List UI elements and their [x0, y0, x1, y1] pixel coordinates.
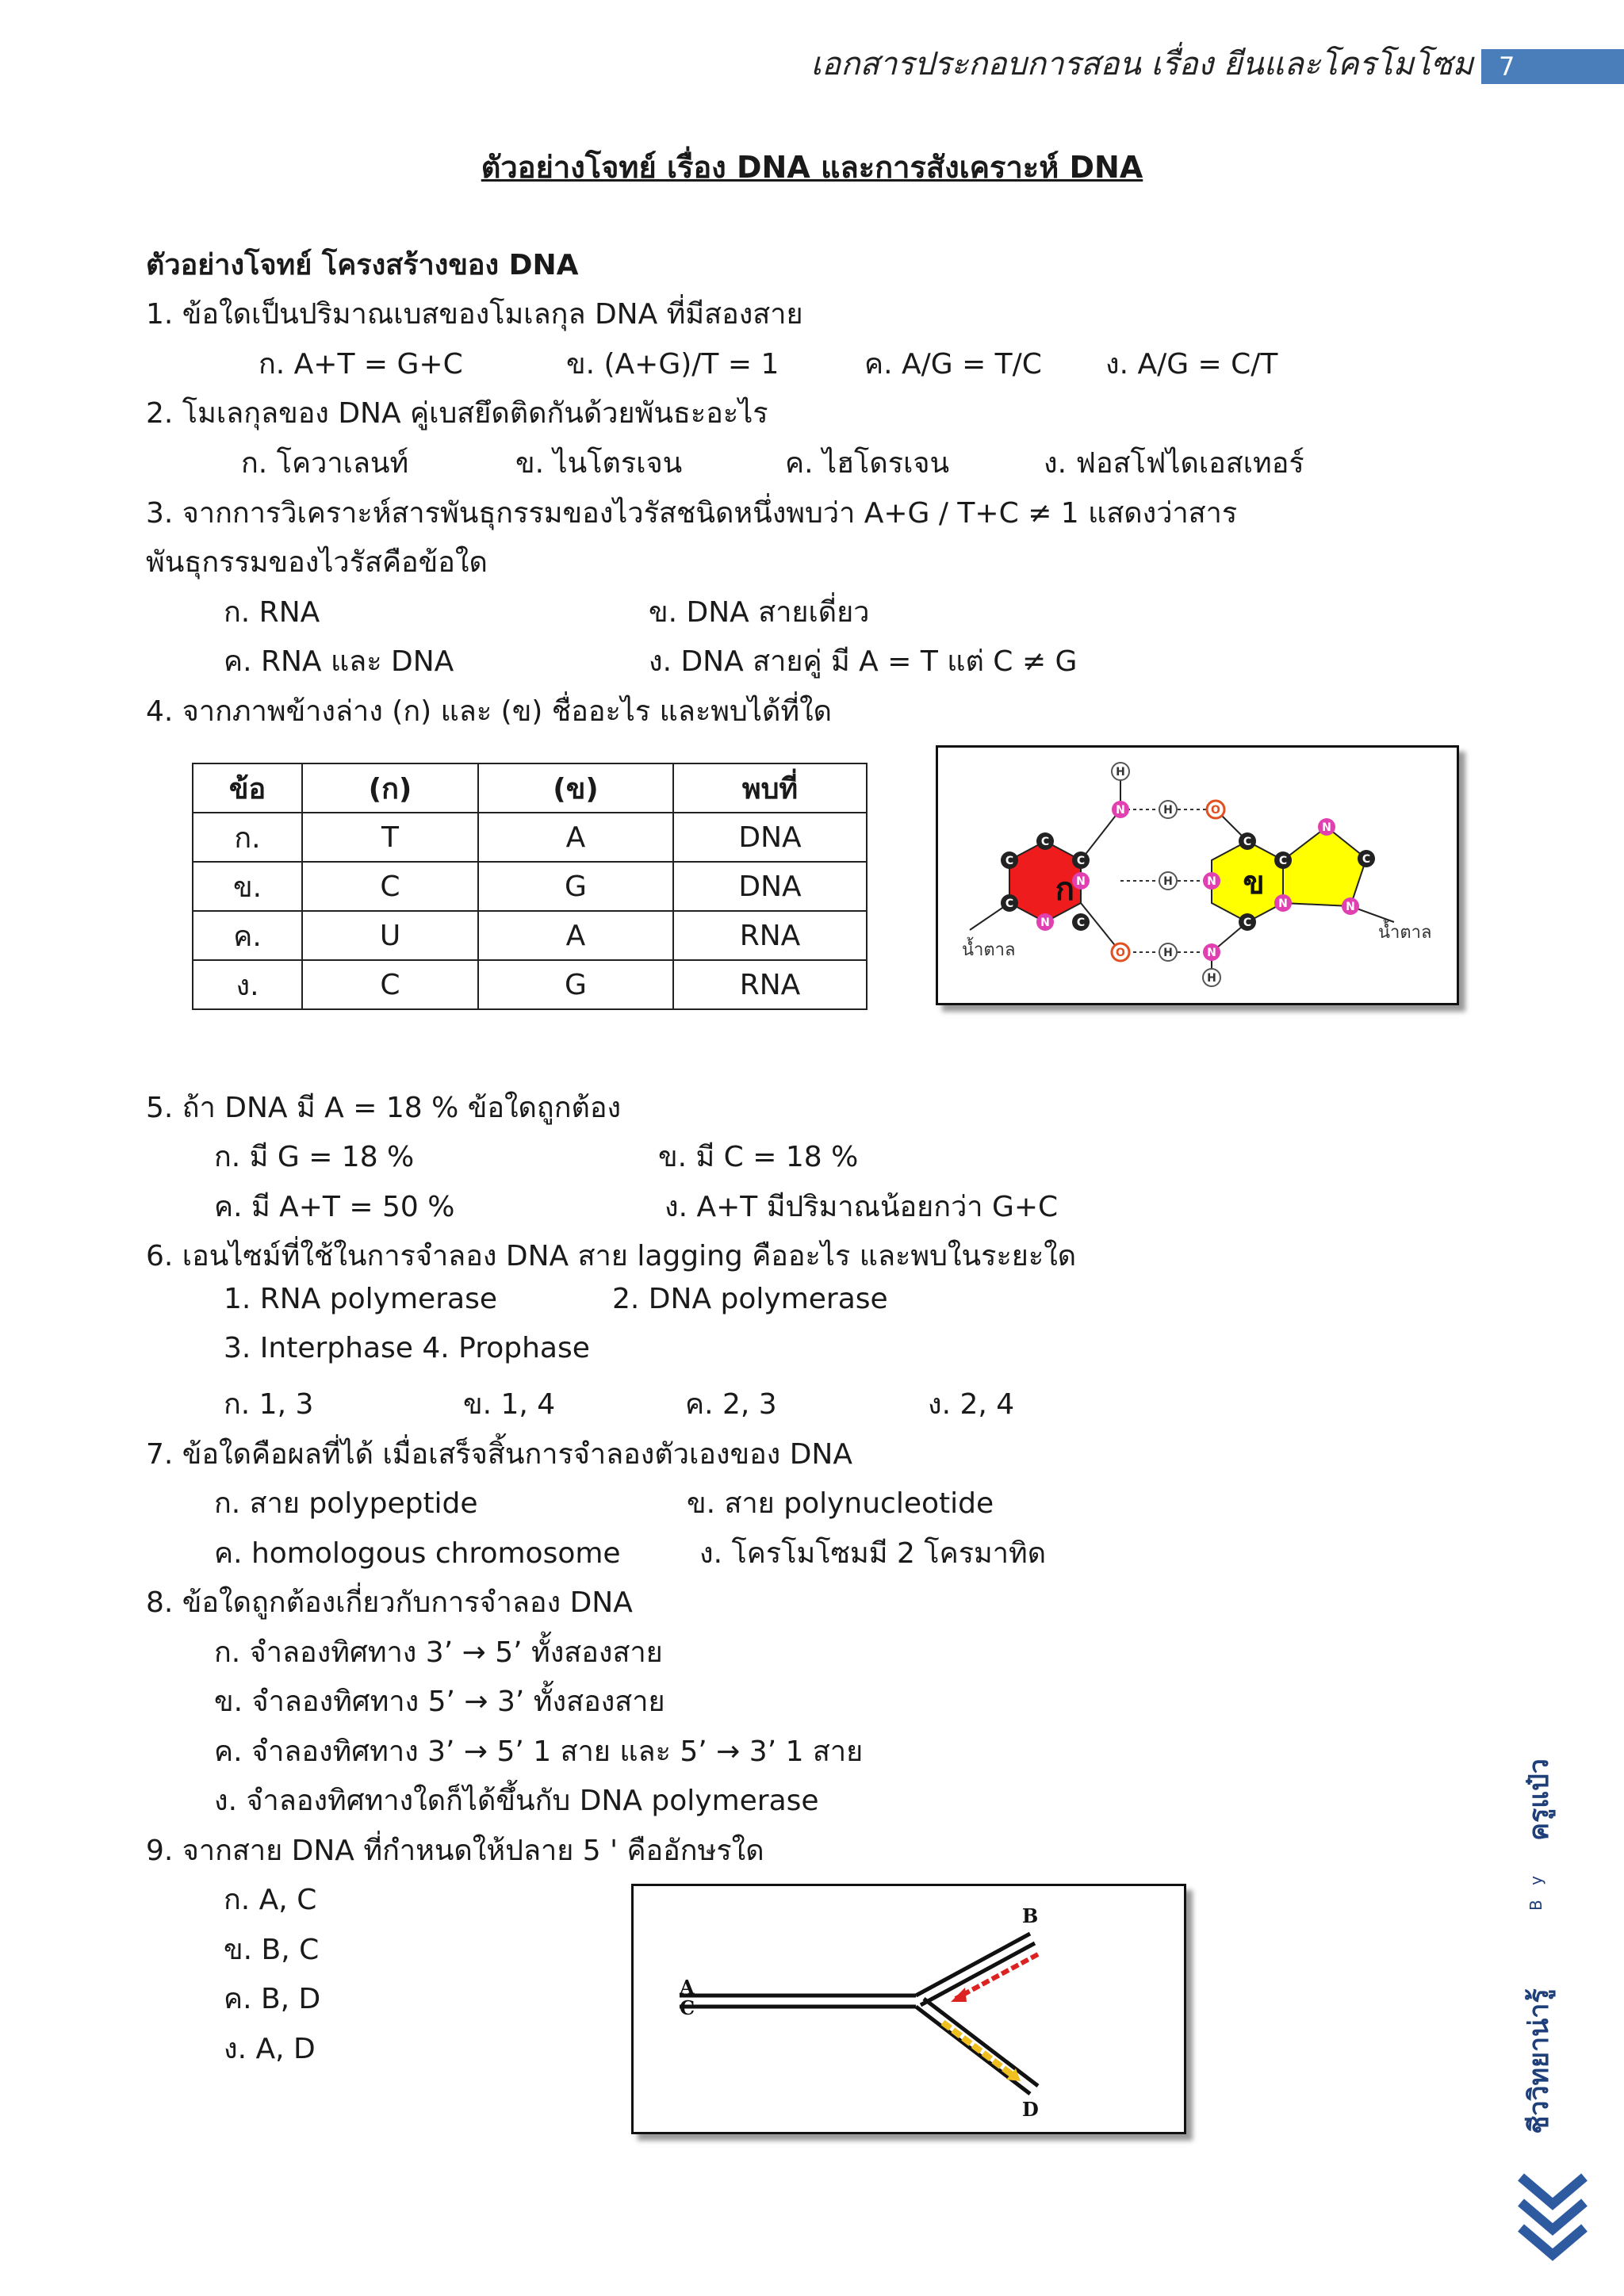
sidebar-branding — [1507, 1705, 1570, 2180]
sugar-label-right: น้ำตาล — [1378, 923, 1432, 943]
q9-choice-b: ข. B, C — [224, 1934, 320, 1966]
fork-label-a: A — [680, 1976, 695, 1999]
q8-choice-d: ง. จำลองทิศทางใดก็ได้ขึ้นกับ DNA polymerase — [214, 1785, 819, 1817]
table-header: (ก) — [302, 763, 478, 813]
table-cell: ง. — [193, 960, 302, 1009]
table-header-row — [193, 763, 867, 813]
q1-choice-d: ง. A/G = C/T — [1105, 348, 1278, 381]
q2-question: 2. โมเลกุลของ DNA คู่เบสยึดติดกันด้วยพันธะอะไร — [146, 397, 768, 430]
q1-choice-c: ค. A/G = T/C — [864, 348, 1042, 381]
q9-choice-c: ค. B, D — [224, 1983, 321, 2015]
replication-fork-diagram — [634, 1886, 1184, 2132]
table-row — [193, 960, 867, 1009]
fork-label-d: D — [1022, 2098, 1039, 2121]
fork-label-c: C — [680, 1996, 695, 2019]
table-cell: C — [302, 960, 478, 1009]
table-cell: RNA — [673, 960, 867, 1009]
q3-choice-d: ง. DNA สายคู่ มี A = T แต่ C ≠ G — [649, 645, 1078, 678]
table-cell: RNA — [673, 911, 867, 960]
table-cell: A — [478, 813, 673, 862]
leading-arrow — [956, 1954, 1038, 1999]
atom-n: N — [1116, 804, 1125, 817]
q5-choice-a: ก. มี G = 18 % — [214, 1141, 415, 1173]
q3-question-line2: พันธุกรรมของไวรัสคือข้อใด — [146, 546, 488, 579]
yellow-pentagon — [1283, 827, 1366, 906]
q2-choice-c: ค. ไฮโดรเจน — [785, 447, 950, 480]
q6-question: 6. เอนไซม์ที่ใช้ในการจำลอง DNA สาย lagging คืออะไร และพบในระยะใด — [146, 1240, 1077, 1272]
atom-h: H — [1163, 804, 1173, 817]
table-row — [193, 813, 867, 862]
q7-question: 7. ข้อใดคือผลที่ได้ เมื่อเสร็จสิ้นการจำลองตัวเองของ DNA — [146, 1438, 852, 1471]
q8-choice-b: ข. จำลองทิศทาง 5’ → 3’ ทั้งสองสาย — [214, 1686, 665, 1718]
table-row — [193, 911, 867, 960]
atom-h: H — [1163, 875, 1173, 888]
sugar-label-left: น้ำตาล — [962, 940, 1016, 960]
atom-o: O — [1116, 947, 1125, 959]
atom-c: C — [1243, 916, 1252, 929]
ring-label-right: ข — [1243, 865, 1265, 901]
q2-choice-d: ง. ฟอสโฟไดเอสเทอร์ — [1044, 447, 1304, 480]
ring-label-left: ก — [1055, 871, 1074, 908]
q6-choice-a: ก. 1, 3 — [224, 1388, 314, 1421]
page-number: 7 — [1481, 49, 1624, 84]
atom-h: H — [1207, 972, 1216, 985]
atom-n: N — [1346, 901, 1355, 913]
table-header: (ข) — [478, 763, 673, 813]
atom-n: N — [1207, 875, 1216, 888]
sidebar-author: ครูแป๋ว — [1523, 1758, 1555, 1841]
table-header: ข้อ — [193, 763, 302, 813]
section-title: ตัวอย่างโจทย์ โครงสร้างของ DNA — [146, 249, 579, 281]
q7-choice-b: ข. สาย polynucleotide — [687, 1487, 994, 1520]
q5-choice-c: ค. มี A+T = 50 % — [214, 1191, 455, 1223]
q6-option-3-4: 3. Interphase 4. Prophase — [224, 1332, 590, 1364]
q9-choice-a: ก. A, C — [224, 1884, 317, 1916]
q2-choice-b: ข. ไนโตรเจน — [515, 447, 683, 480]
q9-choice-d: ง. A, D — [224, 2033, 316, 2065]
q3-choice-c: ค. RNA และ DNA — [224, 645, 454, 678]
q6-option-1: 1. RNA polymerase — [224, 1283, 497, 1315]
atom-n: N — [1040, 916, 1050, 929]
q8-choice-a: ก. จำลองทิศทาง 3’ → 5’ ทั้งสองสาย — [214, 1636, 663, 1669]
fork-label-b: B — [1022, 1904, 1039, 1927]
q5-choice-d: ง. A+T มีปริมาณน้อยกว่า G+C — [665, 1191, 1059, 1223]
q5-choice-b: ข. มี C = 18 % — [658, 1141, 859, 1173]
q3-question-line1: 3. จากการวิเคราะห์สารพันธุกรรมของไวรัสชนิดหนึ่งพบว่า A+G / T+C ≠ 1 แสดงว่าสาร — [146, 497, 1238, 530]
lagging-arrow — [943, 2022, 1014, 2076]
atom-n: N — [1207, 947, 1216, 959]
table-cell: ข. — [193, 862, 302, 911]
q1-choice-b: ข. (A+G)/T = 1 — [566, 348, 779, 381]
q4-question: 4. จากภาพข้างล่าง (ก) และ (ข) ชื่ออะไร และพบได้ที่ใด — [146, 695, 833, 728]
table-cell: DNA — [673, 862, 867, 911]
table-cell: G — [478, 862, 673, 911]
atom-n: N — [1322, 821, 1331, 834]
atom-n: N — [1278, 897, 1288, 910]
atom-h: H — [1163, 947, 1173, 959]
atom-c: C — [1076, 855, 1086, 867]
atom-c: C — [1243, 836, 1252, 848]
table-header: พบที่ — [673, 763, 867, 813]
atom-o: O — [1211, 804, 1220, 817]
q7-choice-c: ค. homologous chromosome — [214, 1537, 621, 1570]
sidebar-slogan: ชีววิทยาน่ารู้ — [1523, 1988, 1555, 2134]
atom-n: N — [1076, 875, 1086, 888]
atom-c: C — [1278, 855, 1288, 867]
table-cell: ค. — [193, 911, 302, 960]
q7-choice-d: ง. โครโมโซมมี 2 โครมาทิด — [699, 1537, 1047, 1570]
chevron-down-icon — [1516, 2172, 1589, 2286]
atom-c: C — [1005, 855, 1014, 867]
table-cell: ก. — [193, 813, 302, 862]
sidebar-by: B y — [1526, 1871, 1545, 1911]
q8-question: 8. ข้อใดถูกต้องเกี่ยวกับการจำลอง DNA — [146, 1586, 633, 1619]
q8-choice-c: ค. จำลองทิศทาง 3’ → 5’ 1 สาย และ 5’ → 3’ 1 สาย — [214, 1735, 864, 1768]
q2-choice-a: ก. โควาเลนท์ — [241, 447, 409, 480]
q6-choice-d: ง. 2, 4 — [928, 1388, 1015, 1421]
atom-c: C — [1040, 836, 1050, 848]
base-pair-figure — [936, 745, 1459, 1005]
q9-question: 9. จากสาย DNA ที่กำหนดให้ปลาย 5 ' คืออักษรใด — [146, 1835, 764, 1867]
table-cell: G — [478, 960, 673, 1009]
atom-c: C — [1076, 916, 1086, 929]
table-cell: C — [302, 862, 478, 911]
q6-option-2: 2. DNA polymerase — [612, 1283, 888, 1315]
replication-fork-figure — [631, 1884, 1186, 2134]
atom-h: H — [1116, 766, 1125, 779]
table-row — [193, 862, 867, 911]
atom-c: C — [1362, 853, 1371, 866]
table-cell: T — [302, 813, 478, 862]
atom-c: C — [1005, 897, 1014, 910]
answer-table — [192, 763, 868, 1010]
table-cell: DNA — [673, 813, 867, 862]
q5-question: 5. ถ้า DNA มี A = 18 % ข้อใดถูกต้อง — [146, 1092, 622, 1124]
q1-choice-a: ก. A+T = G+C — [259, 348, 463, 381]
q7-choice-a: ก. สาย polypeptide — [214, 1487, 478, 1520]
header-title: เอกสารประกอบการสอน เรื่อง ยีนและโครโมโซม — [810, 46, 1473, 82]
page-title: ตัวอย่างโจทย์ เรื่อง DNA และการสังเคราะห์ DNA — [481, 150, 1143, 185]
q6-choice-c: ค. 2, 3 — [685, 1388, 777, 1421]
q1-question: 1. ข้อใดเป็นปริมาณเบสของโมเลกุล DNA ที่มีสองสาย — [146, 298, 803, 331]
table-cell: U — [302, 911, 478, 960]
q3-choice-b: ข. DNA สายเดี่ยว — [649, 596, 870, 629]
base-pair-diagram — [938, 748, 1457, 1003]
q3-choice-a: ก. RNA — [224, 596, 320, 629]
q6-choice-b: ข. 1, 4 — [463, 1388, 556, 1421]
table-cell: A — [478, 911, 673, 960]
